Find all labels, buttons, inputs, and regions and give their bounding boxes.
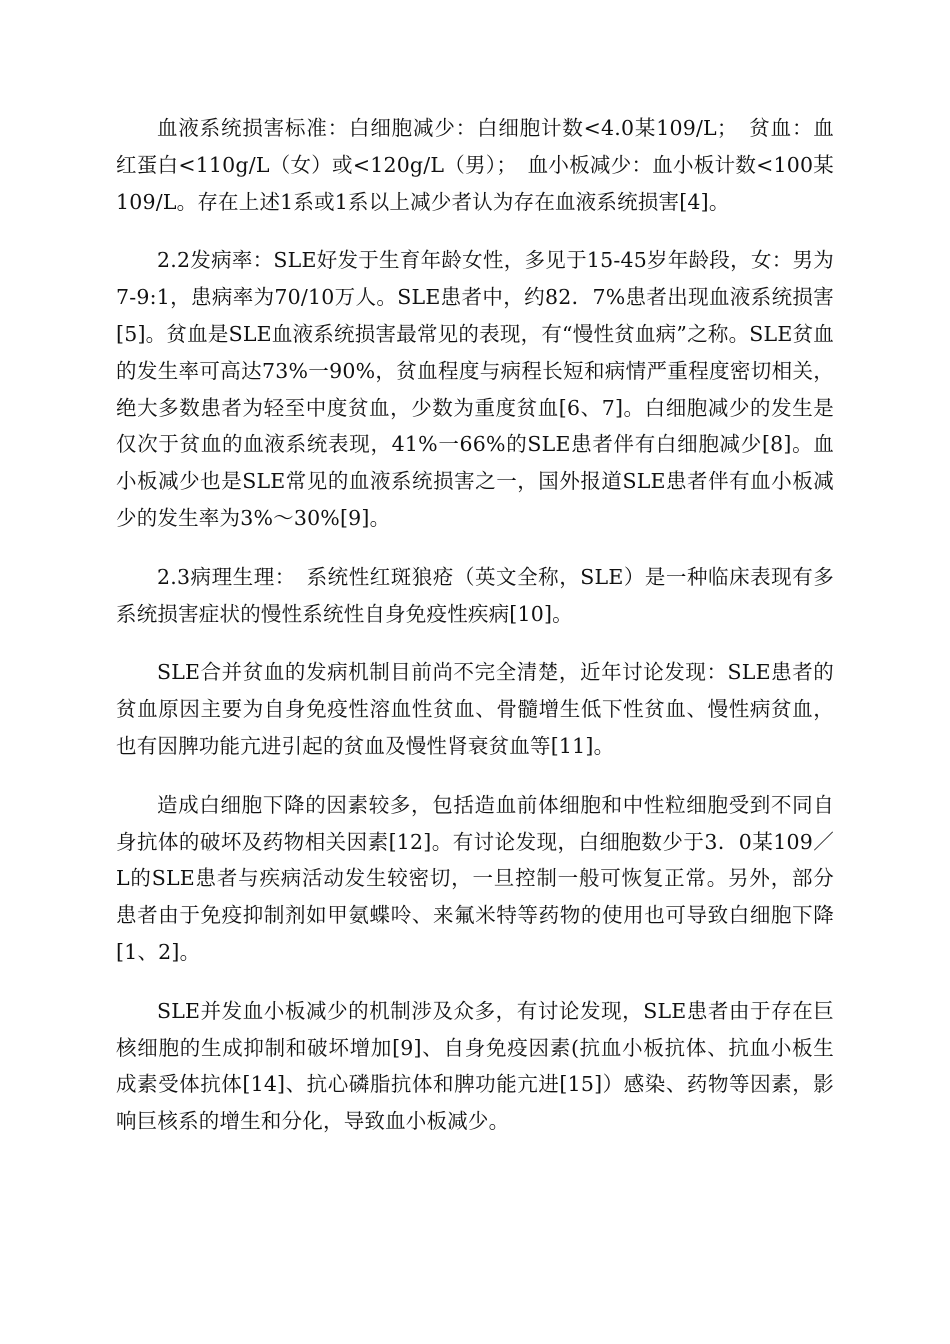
paragraph-blood-damage-criteria: 血液系统损害标准：白细胞减少：白细胞计数<4.0某109/L； 贫血：血红蛋白<110g/L（女）或<120g/L（男）； 血小板减少：血小板计数<100某109/L。存在上述1系或1系以上减少者认为存在血液系统损害[4]。 (116, 116, 834, 214)
paragraph-pathophysiology: 2.3病理生理： 系统性红斑狼疮（英文全称，SLE）是一种临床表现有多系统损害症状的慢性系统性自身免疫性疾病[10]。 (116, 564, 834, 626)
paragraph-leukopenia-factors: 造成白细胞下降的因素较多，包括造血前体细胞和中性粒细胞受到不同自身抗体的破坏及药物相关因素[12]。有讨论发现，白细胞数少于3．0某109／L的SLE患者与疾病活动发生较密切，一旦控制一般可恢复正常。另外，部分患者由于免疫抑制剂如甲氨蝶呤、来氟米特等药物的使用也可导致白细胞下降[1、2]。 (116, 792, 834, 964)
paragraph-incidence: 2.2发病率：SLE好发于生育年龄女性，多见于15-45岁年龄段，女：男为7-9:1，患病率为70/10万人。SLE患者中，约82．7%患者出现血液系统损害[5]。贫血是SLE血液系统损害最常见的表现，有“慢性贫血病”之称。SLE贫血的发生率可高达73%一90%，贫血程度与病程长短和病情严重程度密切相关，绝大多数患者为轻至中度贫血，少数为重度贫血[6、7]。白细胞减少的发生是仅次于贫血的血液系统表现，41%一66%的SLE患者伴有白细胞减少[8]。血小板减少也是SLE常见的血液系统损害之一，国外报道SLE患者伴有血小板减少的发生率为3%～30%[9]。 (116, 248, 834, 530)
paragraph-anemia-mechanism: SLE合并贫血的发病机制目前尚不完全清楚，近年讨论发现：SLE患者的贫血原因主要为自身免疫性溶血性贫血、骨髓增生低下性贫血、慢性病贫血，也有因脾功能亢进引起的贫血及慢性肾衰贫血等[11]。 (116, 660, 834, 758)
document-body (116, 110, 834, 1162)
paragraph-thrombocytopenia-mechanism: SLE并发血小板减少的机制涉及众多，有讨论发现，SLE患者由于存在巨核细胞的生成抑制和破坏增加[9]、自身免疫因素(抗血小板抗体、抗血小板生成素受体抗体[14]、抗心磷脂抗体和脾功能亢进[15]）感染、药物等因素，影响巨核系的增生和分化，导致血小板减少。 (116, 998, 834, 1134)
